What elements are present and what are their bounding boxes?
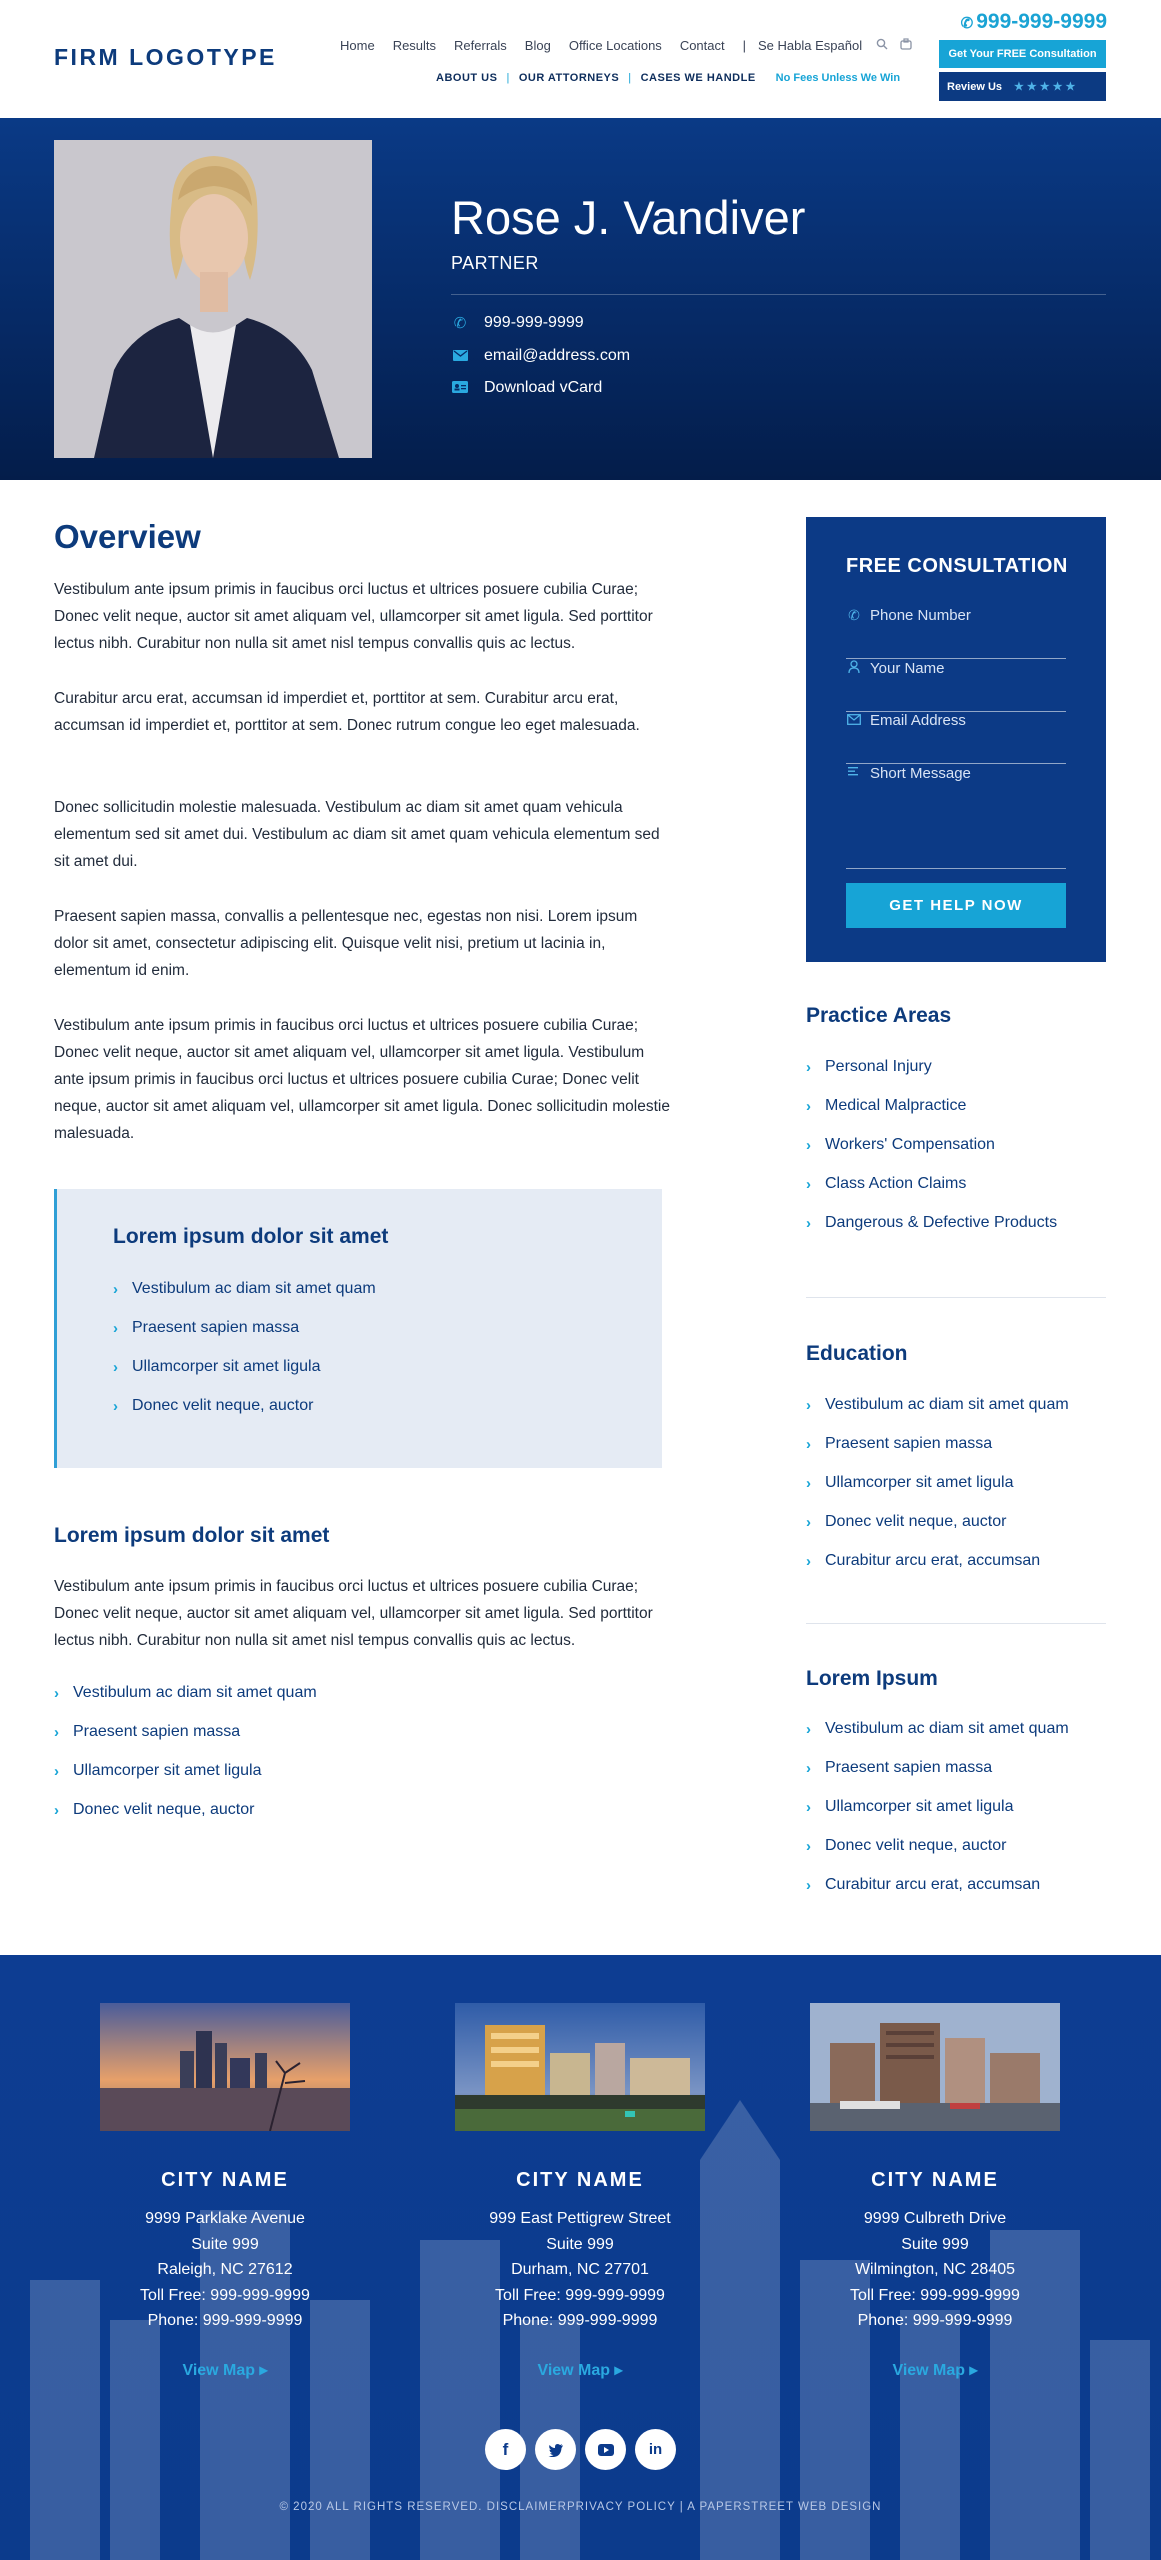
nav-our-attorneys[interactable]: OUR ATTORNEYS	[518, 72, 620, 84]
overview-paragraph: Curabitur arcu erat, accumsan id imperdiet et, porttitor at sem. Curabitur arcu erat, accumsan id imperdiet et, porttitor at sem. Donec rutrum congue leo eget malesuada.	[54, 690, 640, 734]
youtube-icon[interactable]	[585, 2429, 626, 2470]
lorem-item[interactable]	[806, 1720, 1069, 1738]
view-map-link[interactable]	[455, 2360, 705, 2380]
lorem-item[interactable]	[806, 1876, 1040, 1894]
office-tollfree: Toll Free: 999-999-9999	[850, 2286, 1020, 2304]
nav-separator: |	[742, 38, 747, 53]
office-tollfree: Toll Free: 999-999-9999	[140, 2286, 310, 2304]
callout-box	[54, 1189, 662, 1468]
list-item-label: Class Action Claims	[825, 1175, 967, 1192]
email-field[interactable]	[846, 712, 1066, 764]
practice-area-item[interactable]	[806, 1058, 932, 1076]
nav-home[interactable]: Home	[340, 38, 375, 53]
list-item-label: Vestibulum ac diam sit amet quam	[132, 1280, 376, 1297]
attorney-role: PARTNER	[451, 253, 539, 273]
envelope-icon	[451, 348, 469, 365]
name-field[interactable]	[846, 660, 1066, 712]
practice-area-item[interactable]	[806, 1097, 966, 1115]
office-street: 999 East Pettigrew Street	[489, 2210, 671, 2227]
chevron-right-icon: ›	[54, 1762, 59, 1780]
chevron-right-icon: ›	[806, 1474, 811, 1492]
list-item-label: Curabitur arcu erat, accumsan	[825, 1552, 1041, 1569]
list-item[interactable]	[113, 1319, 299, 1337]
phone-icon: ✆	[848, 607, 860, 623]
review-us-label: Review Us	[947, 80, 1003, 93]
overview-paragraph: Vestibulum ante ipsum primis in faucibus orci luctus et ultrices posuere cubilia Curae; Donec velit neque, auctor sit amet aliquam vel, ullamcorper sit amet ligula. Vestibulum ante ipsum primis in faucibus orci luctus et ultrices posuere cubilia Curae; Donec velit neque, auctor sit amet aliquam vel, ullamcorper sit amet ligula. Donec sollicitudin molestie malesuada.	[54, 1017, 670, 1142]
chevron-right-icon: ›	[806, 1720, 811, 1738]
chevron-right-icon: ›	[806, 1513, 811, 1531]
no-fees-link[interactable]: No Fees Unless We Win	[775, 72, 901, 84]
office-street: 9999 Parklake Avenue	[145, 2210, 305, 2227]
office-city-state: Durham, NC 27701	[511, 2261, 649, 2278]
linkedin-icon[interactable]: in	[635, 2429, 676, 2470]
office-suite: Suite 999	[901, 2235, 969, 2253]
list-item-label: Ullamcorper sit amet ligula	[73, 1762, 262, 1779]
header-phone[interactable]	[961, 10, 1107, 34]
hero-divider	[451, 294, 1106, 295]
sub-nav-divider: |	[506, 72, 510, 84]
list-item-label: Ullamcorper sit amet ligula	[825, 1474, 1014, 1491]
overview-heading: Overview	[54, 518, 201, 555]
office-city: CITY NAME	[516, 2169, 644, 2191]
message-field[interactable]	[846, 765, 1066, 869]
chevron-right-icon: ›	[806, 1214, 811, 1232]
hero-email-row[interactable]	[451, 347, 630, 365]
list-item-label: Praesent sapien massa	[132, 1319, 300, 1336]
email-field-placeholder: Email Address	[870, 712, 966, 729]
list-item-label: Praesent sapien massa	[825, 1435, 993, 1452]
office-photo	[455, 2003, 705, 2131]
office-photo	[100, 2003, 350, 2131]
list-item[interactable]	[113, 1280, 376, 1298]
chevron-right-icon: ›	[806, 1097, 811, 1115]
get-help-now-button[interactable]: GET HELP NOW	[846, 883, 1066, 928]
hero-phone-row[interactable]	[451, 314, 584, 332]
header-phone-number[interactable]: 999-999-9999	[976, 10, 1107, 33]
list-item-label: Donec velit neque, auctor	[825, 1513, 1007, 1530]
share-icon[interactable]	[900, 38, 912, 53]
phone-icon: ✆	[453, 315, 467, 332]
search-icon[interactable]	[876, 38, 888, 53]
callout-title: Lorem ipsum dolor sit amet	[113, 1225, 389, 1248]
attorney-portrait	[54, 140, 372, 458]
chevron-right-icon: ›	[806, 1175, 811, 1193]
education-item[interactable]	[806, 1396, 1069, 1414]
chevron-right-icon: ›	[113, 1358, 118, 1376]
practice-area-item[interactable]	[806, 1136, 995, 1154]
office-tollfree: Toll Free: 999-999-9999	[495, 2286, 665, 2304]
lorem-item[interactable]	[806, 1837, 1006, 1855]
education-item[interactable]	[806, 1435, 992, 1453]
list-item[interactable]	[113, 1397, 313, 1415]
site-footer	[0, 1955, 1161, 2560]
office-city: CITY NAME	[871, 2169, 999, 2191]
name-field-placeholder: Your Name	[870, 660, 945, 677]
hero-vcard-row[interactable]	[451, 379, 602, 397]
chevron-right-icon: ›	[806, 1837, 811, 1855]
chevron-right-icon: ›	[806, 1058, 811, 1076]
list-item-label: Medical Malpractice	[825, 1097, 967, 1114]
list-item-label: Ullamcorper sit amet ligula	[825, 1798, 1014, 1815]
vcard-icon	[451, 380, 469, 397]
list-item-label: Dangerous & Defective Products	[825, 1214, 1058, 1231]
view-map-label: View Map	[182, 2361, 256, 2379]
free-consultation-button[interactable]: Get Your FREE Consultation	[939, 40, 1106, 68]
chevron-right-icon: ›	[54, 1684, 59, 1702]
top-nav	[340, 38, 920, 53]
list-item[interactable]	[54, 1801, 254, 1819]
list-item-label: Donec velit neque, auctor	[73, 1801, 255, 1818]
view-map-label: View Map	[892, 2361, 966, 2379]
nav-results[interactable]: Results	[392, 38, 437, 53]
office-phone: Phone: 999-999-9999	[147, 2312, 303, 2329]
view-map-link[interactable]	[810, 2360, 1060, 2380]
list-item-label: Curabitur arcu erat, accumsan	[825, 1876, 1041, 1893]
facebook-icon[interactable]: f	[485, 2429, 526, 2470]
lorem-item[interactable]	[806, 1759, 992, 1777]
twitter-icon[interactable]	[535, 2429, 576, 2470]
phone-field-placeholder: Phone Number	[870, 607, 971, 624]
list-item[interactable]	[113, 1358, 321, 1376]
chevron-right-icon: ›	[54, 1801, 59, 1819]
office-phone: Phone: 999-999-9999	[502, 2312, 658, 2329]
nav-blog[interactable]: Blog	[524, 38, 551, 53]
user-icon	[846, 660, 862, 677]
list-item-label: Vestibulum ac diam sit amet quam	[825, 1720, 1069, 1737]
attorney-name: Rose J. Vandiver	[451, 191, 806, 244]
nav-contact[interactable]: Contact	[679, 38, 725, 53]
phone-field[interactable]	[846, 607, 1066, 659]
list-item-label: Ullamcorper sit amet ligula	[132, 1358, 321, 1375]
overview-paragraph: Vestibulum ante ipsum primis in faucibus orci luctus et ultrices posuere cubilia Curae; Donec velit neque, auctor sit amet aliquam vel, ullamcorper sit amet ligula. Sed porttitor lectus nibh. Curabitur non nulla sit amet nisl tempus convallis quis ac lectus.	[54, 581, 653, 652]
office-card	[455, 2003, 705, 2380]
education-item[interactable]	[806, 1513, 1006, 1531]
caret-right-icon: ▸	[614, 2361, 623, 2379]
chevron-right-icon: ›	[806, 1552, 811, 1570]
list-item-label: Donec velit neque, auctor	[132, 1397, 314, 1414]
consultation-title: FREE CONSULTATION	[846, 555, 1068, 577]
sub-nav-divider: |	[628, 72, 632, 84]
chevron-right-icon: ›	[54, 1723, 59, 1741]
copyright-text: © 2020 ALL RIGHTS RESERVED. DISCLAIMERPRIVACY POLICY | A PAPERSTREET WEB DESIGN	[279, 2501, 882, 2513]
office-city-state: Raleigh, NC 27612	[157, 2261, 293, 2278]
sub-nav	[436, 72, 900, 84]
review-stars: ★★★★★	[1014, 81, 1079, 93]
section-paragraph: Vestibulum ante ipsum primis in faucibus orci luctus et ultrices posuere cubilia Curae; Donec velit neque, auctor sit amet aliquam vel, ullamcorper sit amet ligula. Sed porttitor lectus nibh. Curabitur non nulla sit amet nisl tempus convallis quis ac lectus.	[54, 1578, 653, 1649]
consultation-form	[806, 517, 1106, 962]
office-city: CITY NAME	[161, 2169, 289, 2191]
list-item-label: Vestibulum ac diam sit amet quam	[73, 1684, 317, 1701]
list-item-label: Praesent sapien massa	[73, 1723, 241, 1740]
review-us-button[interactable]	[939, 72, 1106, 101]
nav-about-us[interactable]: ABOUT US	[436, 72, 498, 84]
office-city-state: Wilmington, NC 28405	[854, 2261, 1016, 2278]
section-heading: Lorem ipsum dolor sit amet	[54, 1524, 330, 1547]
office-card	[810, 2003, 1060, 2380]
list-item-label: Donec velit neque, auctor	[825, 1837, 1007, 1854]
chevron-right-icon: ›	[806, 1136, 811, 1154]
chevron-right-icon: ›	[806, 1396, 811, 1414]
list-item-label: Praesent sapien massa	[825, 1759, 993, 1776]
chevron-right-icon: ›	[806, 1759, 811, 1777]
office-phone: Phone: 999-999-9999	[857, 2312, 1013, 2329]
office-street: 9999 Culbreth Drive	[863, 2210, 1007, 2227]
education-item[interactable]	[806, 1552, 1040, 1570]
chevron-right-icon: ›	[113, 1280, 118, 1298]
sidebar-divider	[806, 1623, 1106, 1624]
hero-phone[interactable]: 999-999-9999	[484, 314, 584, 331]
view-map-link[interactable]	[100, 2360, 350, 2380]
chevron-right-icon: ›	[113, 1397, 118, 1415]
nav-cases-we-handle[interactable]: CASES WE HANDLE	[640, 72, 756, 84]
lorem-item[interactable]	[806, 1798, 1014, 1816]
nav-referrals[interactable]: Referrals	[454, 38, 507, 53]
overview-paragraph: Donec sollicitudin molestie malesuada. Vestibulum ac diam sit amet quam vehicula elementum sed sit amet dui. Vestibulum ac diam sit amet quam vehicula elementum sed sit amet dui.	[54, 799, 660, 870]
overview-paragraph: Praesent sapien massa, convallis a pellentesque nec, egestas non nisi. Lorem ipsum dolor sit amet, consectetur adipiscing elit. Quisque velit nisi, pretium ut lacinia in, elementum id enim.	[54, 908, 638, 979]
caret-right-icon: ▸	[969, 2361, 978, 2379]
nav-office-locations[interactable]: Office Locations	[568, 38, 662, 53]
text-lines-icon	[846, 765, 862, 781]
sidebar-divider	[806, 1297, 1106, 1298]
envelope-icon	[846, 712, 862, 728]
practice-area-item[interactable]	[806, 1175, 966, 1193]
hero-vcard[interactable]: Download vCard	[484, 379, 603, 396]
office-suite: Suite 999	[546, 2235, 614, 2253]
list-item[interactable]	[54, 1684, 317, 1702]
chevron-right-icon: ›	[806, 1876, 811, 1894]
nav-spanish[interactable]: Se Habla Español	[758, 38, 863, 53]
chevron-right-icon: ›	[113, 1319, 118, 1337]
caret-right-icon: ▸	[259, 2361, 268, 2379]
site-header	[0, 0, 1161, 118]
office-photo	[810, 2003, 1060, 2131]
list-item-label: Personal Injury	[825, 1058, 932, 1075]
chevron-right-icon: ›	[806, 1435, 811, 1453]
firm-logo[interactable]: FIRM LOGOTYPE	[54, 44, 277, 70]
phone-icon: ✆	[960, 15, 974, 32]
list-item-label: Workers' Compensation	[825, 1136, 995, 1153]
office-card	[100, 2003, 350, 2380]
attorney-hero	[0, 118, 1161, 480]
social-links	[485, 2429, 685, 2470]
message-field-placeholder: Short Message	[870, 765, 971, 782]
practice-areas-heading: Practice Areas	[806, 1004, 952, 1027]
list-item[interactable]	[54, 1762, 262, 1780]
education-item[interactable]	[806, 1474, 1014, 1492]
practice-area-item[interactable]	[806, 1214, 1057, 1232]
education-heading: Education	[806, 1342, 908, 1365]
office-suite: Suite 999	[191, 2235, 259, 2253]
view-map-label: View Map	[537, 2361, 611, 2379]
list-item[interactable]	[54, 1723, 240, 1741]
lorem-ipsum-heading: Lorem Ipsum	[806, 1667, 938, 1690]
hero-email[interactable]: email@address.com	[484, 347, 631, 364]
list-item-label: Vestibulum ac diam sit amet quam	[825, 1396, 1069, 1413]
chevron-right-icon: ›	[806, 1798, 811, 1816]
